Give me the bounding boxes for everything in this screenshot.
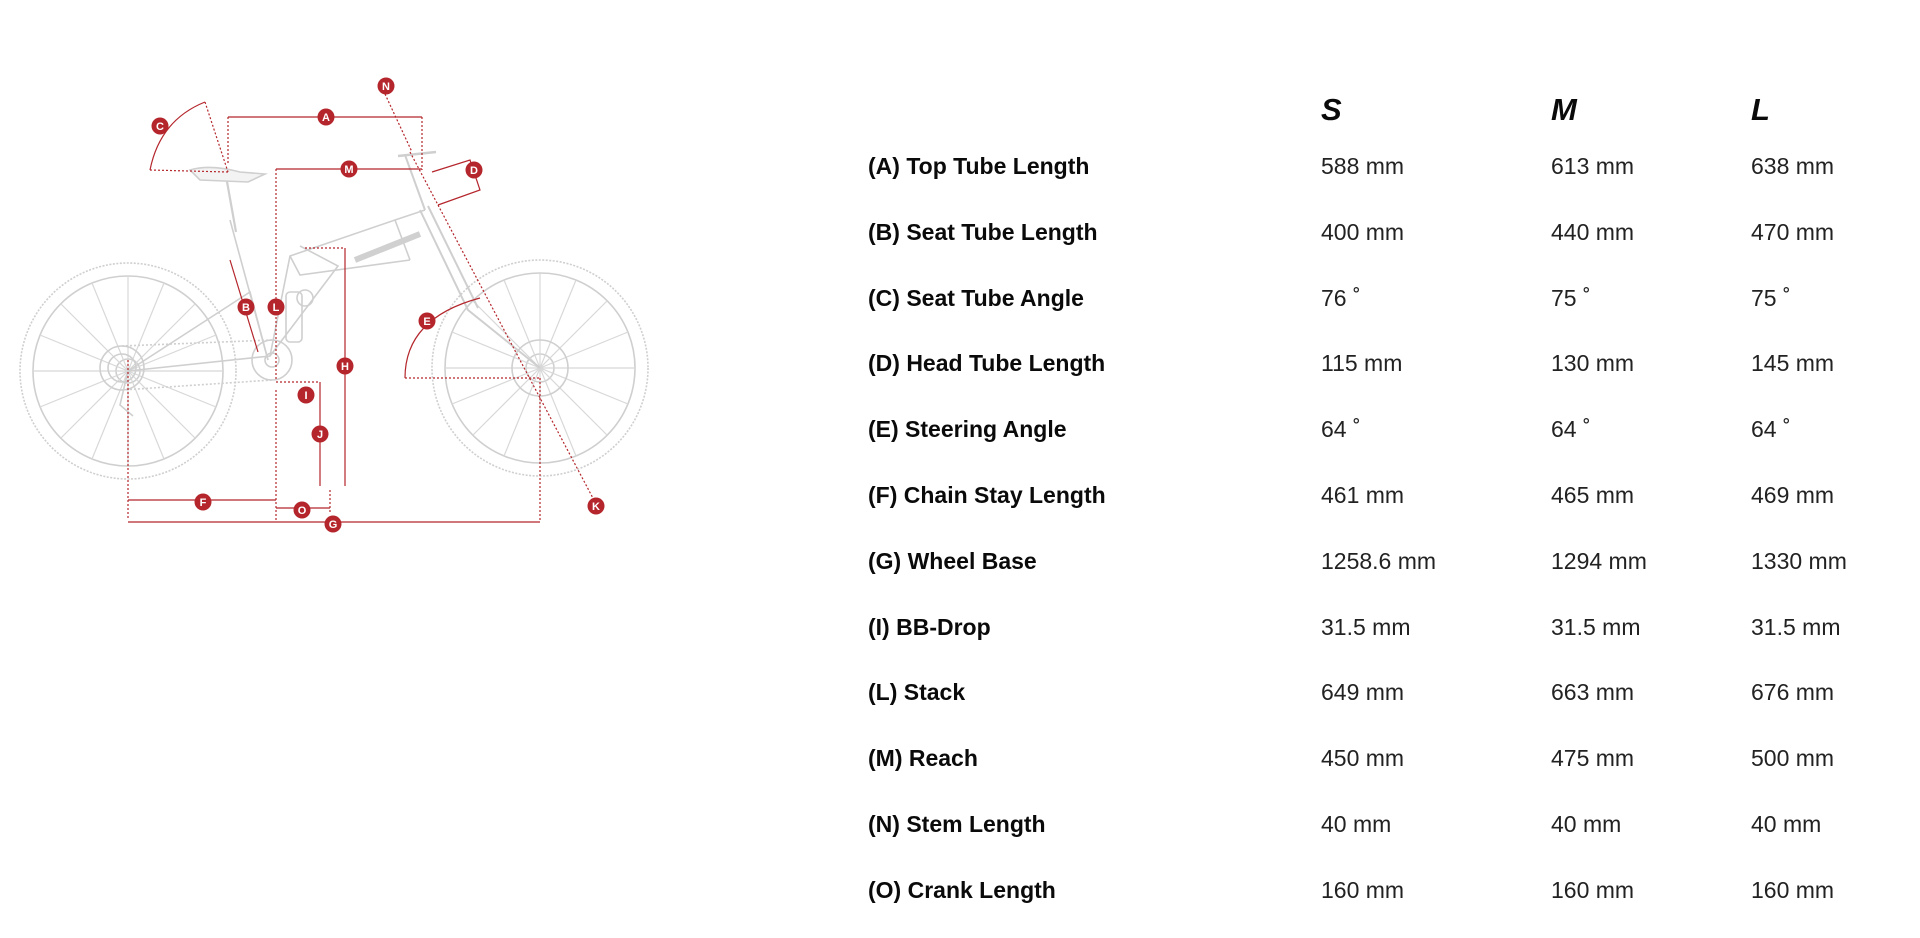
marker-f: [195, 494, 212, 511]
marker-g: [325, 516, 342, 533]
table-row: [868, 725, 1868, 791]
value-s: 31.5 mm: [1321, 613, 1411, 640]
value-s: 461 mm: [1321, 481, 1405, 508]
size-header-l: L: [1751, 92, 1770, 127]
table-row: [868, 265, 1868, 331]
svg-text:A: A: [322, 112, 330, 124]
svg-text:C: C: [156, 121, 164, 133]
row-label: (C) Seat Tube Angle: [868, 284, 1084, 311]
svg-text:H: H: [341, 361, 349, 373]
marker-a: [318, 109, 335, 126]
value-s: 40 mm: [1321, 810, 1392, 837]
marker-c: [152, 118, 169, 135]
bike-illustration: [20, 152, 648, 479]
value-s: 450 mm: [1321, 745, 1405, 772]
svg-text:D: D: [470, 165, 478, 177]
value-l: 676 mm: [1751, 679, 1835, 706]
bike-geometry-diagram: [0, 60, 680, 560]
value-s: 1258.6 mm: [1321, 547, 1437, 574]
value-m: 130 mm: [1551, 350, 1635, 377]
size-header-m: M: [1551, 92, 1577, 127]
row-label: (B) Seat Tube Length: [868, 218, 1098, 245]
marker-k: [588, 498, 605, 515]
value-m: 31.5 mm: [1551, 613, 1641, 640]
value-m: 440 mm: [1551, 218, 1635, 245]
value-s: 160 mm: [1321, 876, 1405, 903]
svg-text:N: N: [382, 81, 390, 93]
marker-b: [238, 299, 255, 316]
svg-text:J: J: [316, 429, 324, 441]
table-row: [868, 462, 1868, 528]
svg-text:B: B: [242, 302, 250, 314]
value-s: 76 ˚: [1321, 284, 1361, 311]
geometry-table: [868, 78, 1868, 923]
row-label: (N) Stem Length: [868, 810, 1046, 837]
table-row: [868, 857, 1868, 923]
row-label: (F) Chain Stay Length: [868, 481, 1106, 508]
table-row: [868, 594, 1868, 660]
marker-o: [294, 502, 311, 519]
table-row: [868, 199, 1868, 265]
table-row: [868, 330, 1868, 396]
svg-text:K: K: [592, 501, 600, 513]
row-label: (I) BB-Drop: [868, 613, 991, 640]
row-label: (D) Head Tube Length: [868, 350, 1106, 377]
size-header-s: S: [1321, 92, 1342, 127]
svg-text:F: F: [199, 497, 207, 509]
measurement-markers: [152, 78, 605, 533]
svg-text:I: I: [304, 390, 308, 402]
marker-j: [312, 426, 329, 443]
marker-l: [268, 299, 285, 316]
row-label: (O) Crank Length: [868, 876, 1056, 903]
value-s: 649 mm: [1321, 679, 1405, 706]
value-l: 145 mm: [1751, 350, 1835, 377]
svg-text:G: G: [328, 519, 338, 531]
value-s: 115 mm: [1321, 350, 1403, 377]
row-label: (E) Steering Angle: [868, 416, 1067, 443]
value-m: 75 ˚: [1551, 284, 1591, 311]
svg-text:O: O: [297, 505, 307, 517]
marker-e: [419, 313, 436, 330]
value-l: 31.5 mm: [1751, 613, 1841, 640]
value-m: 663 mm: [1551, 679, 1635, 706]
marker-h: [337, 358, 354, 375]
marker-n: [378, 78, 395, 95]
value-l: 75 ˚: [1751, 284, 1791, 311]
value-m: 475 mm: [1551, 745, 1635, 772]
value-l: 1330 mm: [1751, 547, 1847, 574]
value-l: 470 mm: [1751, 218, 1835, 245]
marker-m: [341, 161, 358, 178]
value-s: 400 mm: [1321, 218, 1405, 245]
table-row: [868, 396, 1868, 462]
row-label: (L) Stack: [868, 679, 966, 706]
value-m: 64 ˚: [1551, 416, 1591, 443]
row-label: (G) Wheel Base: [868, 547, 1037, 574]
table-row: [868, 659, 1868, 725]
value-l: 160 mm: [1751, 876, 1835, 903]
value-l: 40 mm: [1751, 810, 1822, 837]
svg-text:M: M: [344, 164, 354, 176]
marker-d: [466, 162, 483, 179]
table-row: [868, 133, 1868, 199]
value-m: 40 mm: [1551, 810, 1622, 837]
table-row: [868, 528, 1868, 594]
value-m: 613 mm: [1551, 153, 1635, 179]
value-l: 638 mm: [1751, 153, 1835, 179]
value-l: 469 mm: [1751, 481, 1835, 508]
size-header-row: [868, 78, 1868, 133]
value-m: 465 mm: [1551, 481, 1635, 508]
value-l: 64 ˚: [1751, 416, 1791, 443]
svg-text:E: E: [423, 316, 431, 328]
value-s: 588 mm: [1321, 153, 1405, 179]
value-m: 160 mm: [1551, 876, 1635, 903]
row-label: (A) Top Tube Length: [868, 153, 1090, 179]
value-m: 1294 mm: [1551, 547, 1647, 574]
svg-text:L: L: [272, 302, 280, 314]
value-s: 64 ˚: [1321, 416, 1361, 443]
marker-i: [298, 387, 315, 404]
table-row: [868, 791, 1868, 857]
value-l: 500 mm: [1751, 745, 1835, 772]
row-label: (M) Reach: [868, 745, 978, 772]
